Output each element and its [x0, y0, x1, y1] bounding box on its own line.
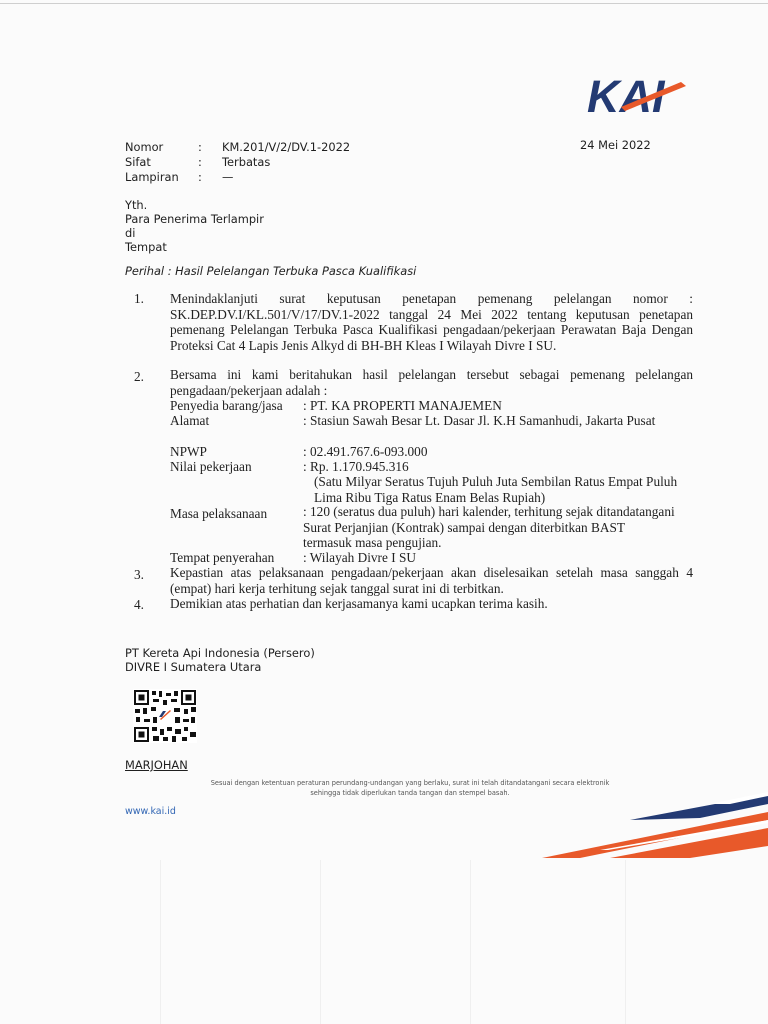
signature-org1: PT Kereta Api Indonesia (Persero) [125, 646, 315, 660]
lampiran-value: — [222, 170, 234, 184]
lampiran-label: Lampiran [125, 170, 179, 184]
website-link[interactable]: www.kai.id [125, 806, 176, 817]
detail-label-masa: Masa pelaksanaan [170, 506, 268, 521]
detail-label-penyedia: Penyedia barang/jasa [170, 398, 283, 413]
detail-label-alamat: Alamat [170, 413, 210, 428]
recipient-yth: Yth. [125, 198, 148, 212]
scan-fold-mark [625, 860, 626, 1024]
item-2-text: Bersama ini kami beritahukan hasil pelelangan tersebut sebagai pemenang pelelangan pengadaan/pekerjaan adalah : [170, 367, 693, 398]
e-signature-note-line2: sehingga tidak diperlukan tanda tangan dan stempel basah. [310, 789, 510, 797]
qr-code-icon [133, 689, 197, 743]
scan-fold-mark [160, 860, 161, 1024]
sifat-label: Sifat [125, 155, 151, 169]
detail-value-penyedia: : PT. KA PROPERTI MANAJEMEN [303, 398, 502, 413]
recipient-line1: Para Penerima Terlampir [125, 212, 264, 226]
item-number: 3. [134, 567, 144, 582]
kai-logo [585, 73, 697, 117]
detail-value-alamat: : Stasiun Sawah Besar Lt. Dasar Jl. K.H Samanhudi, Jakarta Pusat [303, 413, 656, 428]
detail-label-npwp: NPWP [170, 444, 207, 459]
perihal-subject: Perihal : Hasil Pelelangan Terbuka Pasca Kualifikasi [125, 264, 417, 278]
recipient-line3: Tempat [125, 240, 167, 254]
letter-date: 24 Mei 2022 [580, 138, 651, 152]
detail-value-masa: : 120 (seratus dua puluh) hari kalender, terhitung sejak ditandatangani Surat Perjanjian (Kontrak) sampai dengan diterbitkan BAST termasuk masa pengujian. [303, 504, 675, 550]
e-signature-note-line1: Sesuai dengan ketentuan peraturan perundang-undangan yang berlaku, surat ini telah ditandatangani secara elektronik [210, 779, 610, 787]
scan-fold-mark [320, 860, 321, 1024]
item-number: 4. [134, 597, 144, 612]
colon: : [198, 140, 202, 154]
recipient-line2: di [125, 226, 136, 240]
item-3-text: Kepastian atas pelaksanaan pengadaan/pekerjaan akan diselesaikan setelah masa sanggah 4 (empat) hari kerja terhitung sejak tanggal surat ini di terbitkan. [170, 565, 693, 596]
nomor-label: Nomor [125, 140, 164, 154]
kai-logo-text: KAI [587, 73, 665, 117]
nomor-value: KM.201/V/2/DV.1-2022 [222, 140, 351, 154]
detail-value-nilai: : Rp. 1.170.945.316 [303, 459, 409, 474]
scan-top-edge [0, 3, 768, 4]
detail-label-nilai: Nilai pekerjaan [170, 459, 252, 474]
item-number: 2. [134, 369, 144, 384]
detail-value-npwp: : 02.491.767.6-093.000 [303, 444, 428, 459]
item-1-text: Menindaklanjuti surat keputusan penetapan pemenang pelelangan nomor : SK.DEP.DV.I/KL.501/V/17/DV.1-2022 tanggal 24 Mei 2022 tentang keputusan penetapan pemenang Pelelangan Terbuka Pasca Kualifikasi pengadaan/pekerjaan Perawatan Baja Dengan Proteksi Cat 4 Lapis Jenis Alkyd di BH-BH Kleas I Wilayah Divre I SU. [170, 291, 693, 353]
detail-value-tempat: : Wilayah Divre I SU [303, 550, 416, 565]
colon: : [198, 155, 202, 169]
decorative-stripes [540, 790, 768, 860]
item-number: 1. [134, 291, 144, 306]
detail-label-tempat: Tempat penyerahan [170, 550, 275, 565]
sifat-value: Terbatas [222, 155, 271, 169]
detail-value-nilai-terbilang: (Satu Milyar Seratus Tujuh Puluh Juta Sembilan Ratus Empat Puluh Lima Ribu Tiga Ratus Enam Belas Rupiah) [314, 474, 678, 505]
signature-org2: DIVRE I Sumatera Utara [125, 660, 262, 674]
signatory-name: MARJOHAN [125, 758, 188, 772]
item-4-text: Demikian atas perhatian dan kerjasamanya kami ucapkan terima kasih. [170, 596, 548, 611]
colon: : [198, 170, 202, 184]
scan-fold-mark [470, 860, 471, 1024]
